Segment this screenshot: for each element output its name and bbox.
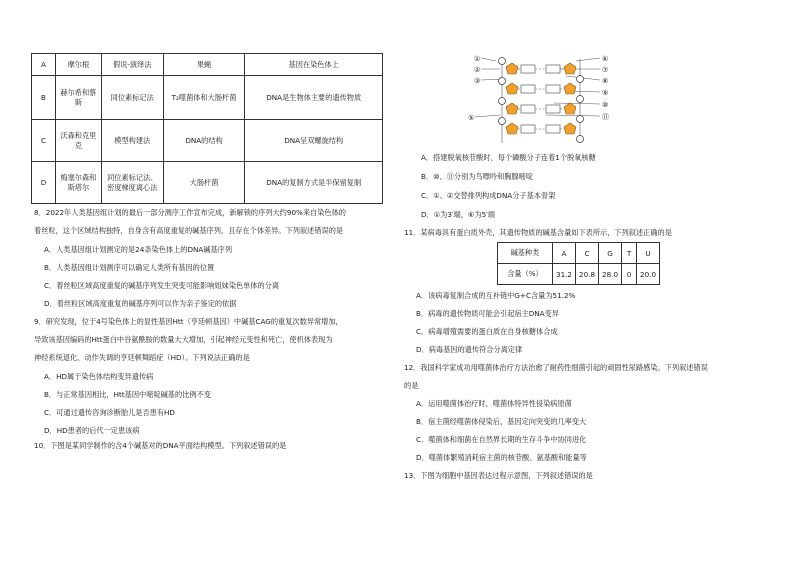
q11-stem: 11．某病毒具有蛋白质外壳，其遗传物质的碱基含量如下表所示，下列叙述正确的是 bbox=[404, 228, 672, 237]
base-content-table bbox=[497, 242, 660, 285]
deoxyribose bbox=[564, 83, 576, 94]
deoxyribose bbox=[506, 123, 518, 134]
phosphate bbox=[577, 76, 584, 83]
deoxyribose bbox=[506, 103, 518, 114]
label-11: ⑪ bbox=[602, 113, 609, 121]
q11-option-d: D．病毒基因的遗传符合分离定律 bbox=[416, 345, 523, 354]
q12-option-b: B．宿主菌经噬菌体侵染后，基因定向突变的几率变大 bbox=[416, 417, 587, 426]
q9-stem-line1: 9．研究发现，位于4号染色体上的显性基因Htt（亨廷顿基因）中碱基CAG的重复次数异常增加， bbox=[34, 317, 343, 326]
phosphate bbox=[577, 96, 584, 103]
q10-option-d: D．①为3′端，⑥为5′端 bbox=[421, 210, 495, 219]
q12-option-d: D．噬菌体繁殖消耗宿主菌的核苷酸、氨基酸和能量等 bbox=[416, 453, 587, 462]
q8-option-a: A．人类基因组计划测定的是24条染色体上的DNA碱基序列 bbox=[44, 245, 233, 254]
label-5: ⑤ bbox=[468, 114, 475, 122]
q8-option-d: D．着丝粒区域高度重复的碱基序列可以作为亲子鉴定的依据 bbox=[44, 299, 237, 308]
label-1: ① bbox=[474, 55, 481, 63]
q12-option-a: A．运用噬菌体治疗时，噬菌体特异性侵染病原菌 bbox=[416, 399, 572, 408]
phosphate bbox=[577, 136, 584, 143]
q9-option-d: D．HD患者的后代一定患该病 bbox=[44, 426, 140, 435]
deoxyribose bbox=[564, 123, 576, 134]
q12-stem-line2: 的是 bbox=[404, 381, 419, 390]
table-row: A 摩尔根 假说-演绎法 果蝇 基因在染色体上 bbox=[32, 54, 383, 76]
phosphate bbox=[499, 98, 506, 105]
label-2: ② bbox=[474, 66, 481, 74]
label-6: ⑥ bbox=[602, 55, 609, 63]
q8-option-b: B．人类基因组计划测序可以确定人类所有基因的位置 bbox=[44, 263, 215, 272]
q8-option-c: C．着丝粒区域高度重复的碱基序列发生突变可能影响姐妹染色单体的分离 bbox=[44, 281, 280, 290]
q10-option-a: A．搭建脱氧核苷酸时，每个磷酸分子连着1个脱氧核糖 bbox=[421, 153, 596, 162]
label-10: ⑩ bbox=[602, 101, 609, 109]
q11-option-b: B．病毒的遗传物质可能会引起宿主DNA变异 bbox=[416, 309, 559, 318]
deoxyribose bbox=[506, 83, 518, 94]
table-row: D 梅塞尔森和斯塔尔 同位素标记法、密度梯度离心法 大肠杆菌 DNA的复制方式是半保留复制 bbox=[32, 162, 383, 204]
q9-option-b: B．与正常基因相比，Htt基因中嘧啶碱基的比例不变 bbox=[44, 390, 211, 399]
q8-stem-line2: 着丝粒，这个区域结构独特，自身含有高度重复的碱基序列，且存在个体差异。下列叙述错误的是 bbox=[34, 226, 344, 235]
deoxyribose bbox=[564, 103, 576, 114]
q10-option-c: C．①、②交替排列构成DNA分子基本骨架 bbox=[421, 191, 556, 200]
deoxyribose bbox=[506, 63, 518, 74]
label-3: ③ bbox=[474, 77, 481, 85]
label-8: ⑧ bbox=[602, 77, 609, 85]
phosphate bbox=[577, 116, 584, 123]
q13-stem: 13．下图为细胞中基因表达过程示意图，下列叙述错误的是 bbox=[404, 471, 593, 480]
q9-stem-line3: 神经系统退化、动作失调的亨廷顿舞蹈症（HD）。下列说法正确的是 bbox=[34, 353, 250, 362]
q12-option-c: C．噬菌体和细菌在自然界长期的生存斗争中协同进化 bbox=[416, 435, 587, 444]
label-9: ⑨ bbox=[602, 89, 609, 97]
q10-option-b: B．⑩、⑪分别为鸟嘌呤和胸腺嘧啶 bbox=[421, 172, 534, 181]
phosphate bbox=[499, 78, 506, 85]
q8-stem-line1: 8．2022年人类基因组计划的最后一部分测序工作宣布完成，新解锁的序列大约90%来自染色体的 bbox=[34, 208, 346, 217]
q9-option-a: A．HD属于染色体结构变异遗传病 bbox=[44, 372, 154, 381]
phosphate bbox=[499, 58, 506, 65]
q11-option-a: A．该病毒复制合成的互补链中G+C含量为51.2% bbox=[416, 291, 576, 300]
table-row: 碱基种类 A C G T U bbox=[498, 243, 660, 264]
q9-stem-line2: 导致该基因编码的Htt蛋白中谷氨酰胺的数量大大增加，引起神经元变性和死亡，使机体表现为 bbox=[34, 335, 333, 344]
label-7: ⑦ bbox=[602, 66, 609, 74]
dna-model-diagram bbox=[466, 51, 616, 147]
q9-option-c: C．可通过遗传咨询诊断胎儿是否患有HD bbox=[44, 408, 175, 417]
deoxyribose bbox=[564, 63, 576, 74]
q12-stem-line1: 12．我国科学家成功用噬菌体治疗方法治愈了耐药性细菌引起的顽固性尿路感染。下列叙述错误 bbox=[404, 363, 708, 372]
phosphate bbox=[499, 118, 506, 125]
table-row: 含量（%） 31.2 20.8 28.0 0 20.0 bbox=[498, 264, 660, 285]
table-row: B 赫尔希和蔡斯 同位素标记法 T₂噬菌体和大肠杆菌 DNA是生物体主要的遗传物质 bbox=[32, 76, 383, 120]
scientist-table bbox=[31, 53, 383, 204]
q10-stem: 10．下图是某同学制作的含4个碱基对的DNA平面结构模型。下列叙述错误的是 bbox=[34, 441, 287, 450]
q11-option-c: C．病毒增殖需要的蛋白质在自身核糖体合成 bbox=[416, 327, 558, 336]
table-row: C 沃森和克里克 模型构建法 DNA的结构 DNA呈双螺旋结构 bbox=[32, 120, 383, 162]
